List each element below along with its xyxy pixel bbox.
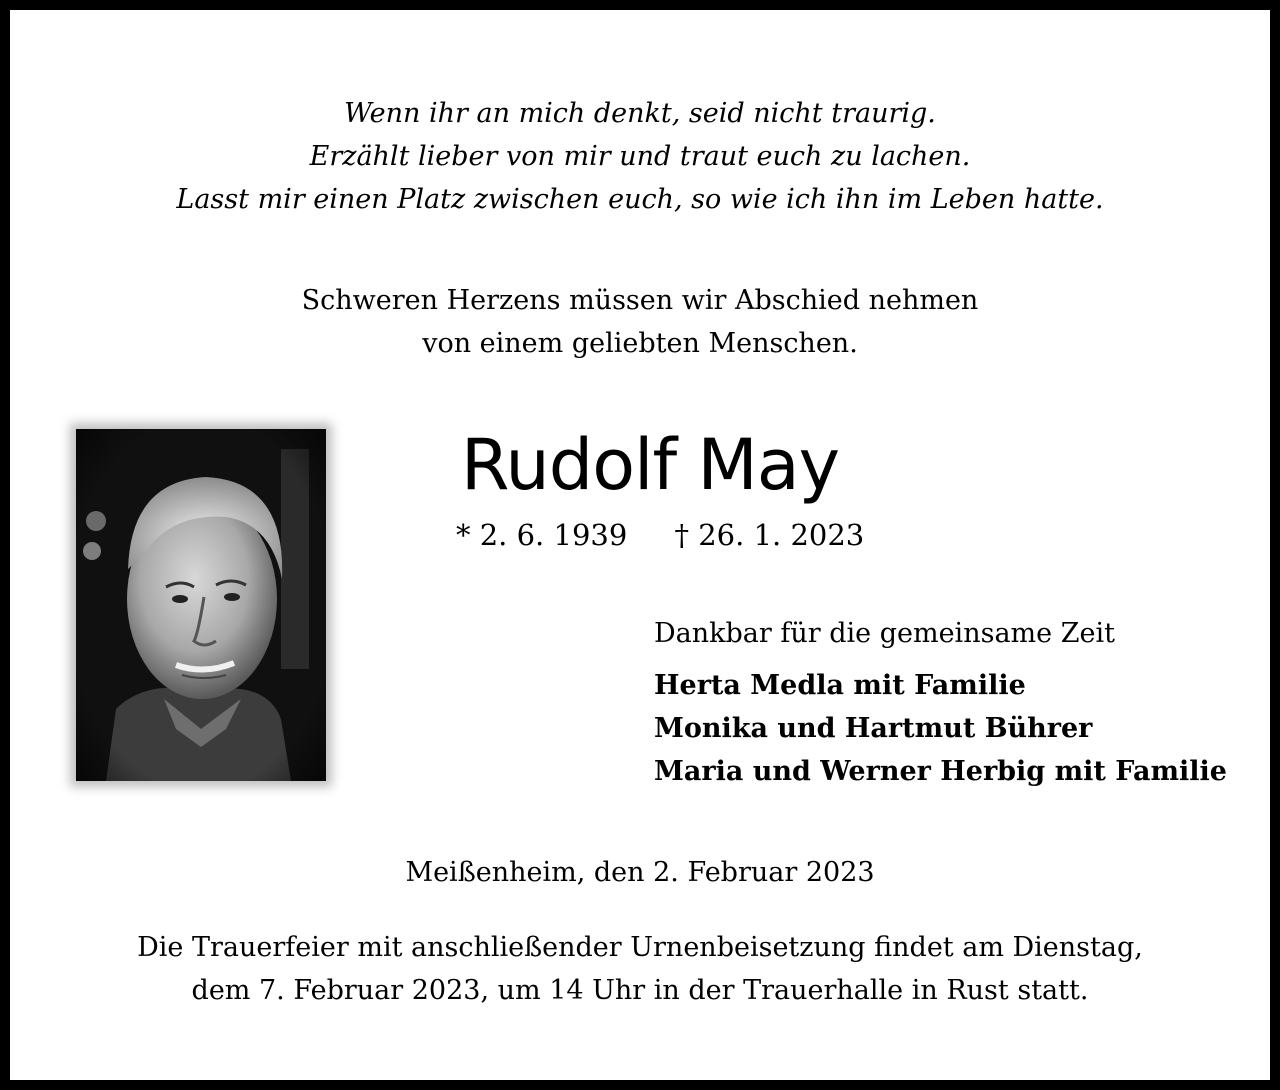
- farewell-line: von einem geliebten Menschen.: [422, 328, 858, 359]
- portrait-illustration: [76, 429, 326, 781]
- birth-date: * 2. 6. 1939: [456, 518, 628, 552]
- mourner-entry: Maria und Werner Herbig mit Familie: [654, 756, 1227, 787]
- funeral-service-info: [10, 926, 1270, 1012]
- portrait-photo: [76, 429, 326, 781]
- farewell-line: Schweren Herzens müssen wir Abschied nehmen: [301, 285, 979, 316]
- poem-line: Wenn ihr an mich denkt, seid nicht traurig.: [344, 98, 936, 129]
- service-line: Die Trauerfeier mit anschließender Urnenbeisetzung findet am Dienstag,: [137, 932, 1143, 963]
- poem-line: Lasst mir einen Platz zwischen euch, so wie ich ihn im Leben hatte.: [176, 184, 1104, 215]
- poem-line: Erzählt lieber von mir und traut euch zu lachen.: [309, 141, 971, 172]
- mourner-entry: Monika und Hartmut Bührer: [654, 713, 1093, 744]
- deceased-name: Rudolf May: [460, 424, 840, 506]
- mourner-entry: Herta Medla mit Familie: [654, 670, 1026, 701]
- death-date: † 26. 1. 2023: [674, 518, 865, 552]
- place-and-date: Meißenheim, den 2. Februar 2023: [405, 857, 875, 888]
- life-dates: [456, 515, 864, 555]
- poem: [10, 92, 1270, 221]
- farewell-text: [10, 279, 1270, 365]
- mourners-list: [654, 664, 1227, 793]
- thanks-line: Dankbar für die gemeinsame Zeit: [654, 618, 1115, 649]
- service-line: dem 7. Februar 2023, um 14 Uhr in der Trauerhalle in Rust statt.: [191, 975, 1089, 1006]
